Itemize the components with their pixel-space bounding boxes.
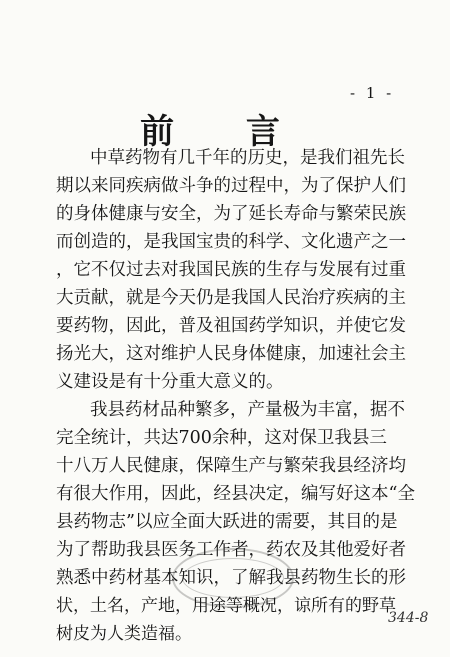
text-line: 义建设是有十分重大意义的。 bbox=[56, 372, 284, 392]
text-line: 期以来同疾病做斗争的过程中，为了保护人们 bbox=[56, 176, 406, 196]
text-line: 为了帮助我县医务工作者，药农及其他爱好者 bbox=[56, 540, 406, 560]
text-line: 扬光大，这对维护人民身体健康，加速社会主 bbox=[56, 344, 406, 364]
library-stamp-inner-ring bbox=[182, 558, 284, 598]
handwritten-annotation: 344-8 bbox=[388, 610, 429, 626]
text-line: 状，土名，产地，用途等概况，谅所有的野草 bbox=[56, 596, 396, 616]
text-line: 有很大作用，因此，经县决定，编写好这本“全 bbox=[56, 484, 415, 504]
page-number: - 1 - bbox=[350, 84, 395, 102]
library-stamp bbox=[172, 548, 294, 608]
text-line: 中草药物有几千年的历史，是我们祖先长 bbox=[90, 148, 405, 168]
text-line: ，它不仅过去对我国民族的生存与发展有过重 bbox=[56, 260, 406, 280]
text-line: 要药物，因此，普及祖国药学知识，并使它发 bbox=[56, 316, 406, 336]
text-line: 树皮为人类造福。 bbox=[56, 624, 192, 644]
text-line: 的身体健康与安全，为了延长寿命与繁荣民族 bbox=[56, 204, 406, 224]
text-line: 而创造的，是我国宝贵的科学、文化遗产之一 bbox=[56, 232, 406, 252]
text-line: 我县药材品种繁多，产量极为丰富，据不 bbox=[90, 400, 405, 420]
text-line: 完全统计，共达700余种，这对保卫我县三 bbox=[56, 428, 387, 448]
page-title: 前 言 bbox=[140, 112, 310, 152]
text-line: 县药物志”以应全面大跃进的需要，其目的是 bbox=[56, 512, 398, 532]
text-line: 大贡献，就是今天仍是我国人民治疗疾病的主 bbox=[56, 288, 406, 308]
text-line: 熟悉中药材基本知识，了解我县药物生长的形 bbox=[56, 568, 406, 588]
text-line: 十八万人民健康，保障生产与繁荣我县经济均 bbox=[56, 456, 406, 476]
